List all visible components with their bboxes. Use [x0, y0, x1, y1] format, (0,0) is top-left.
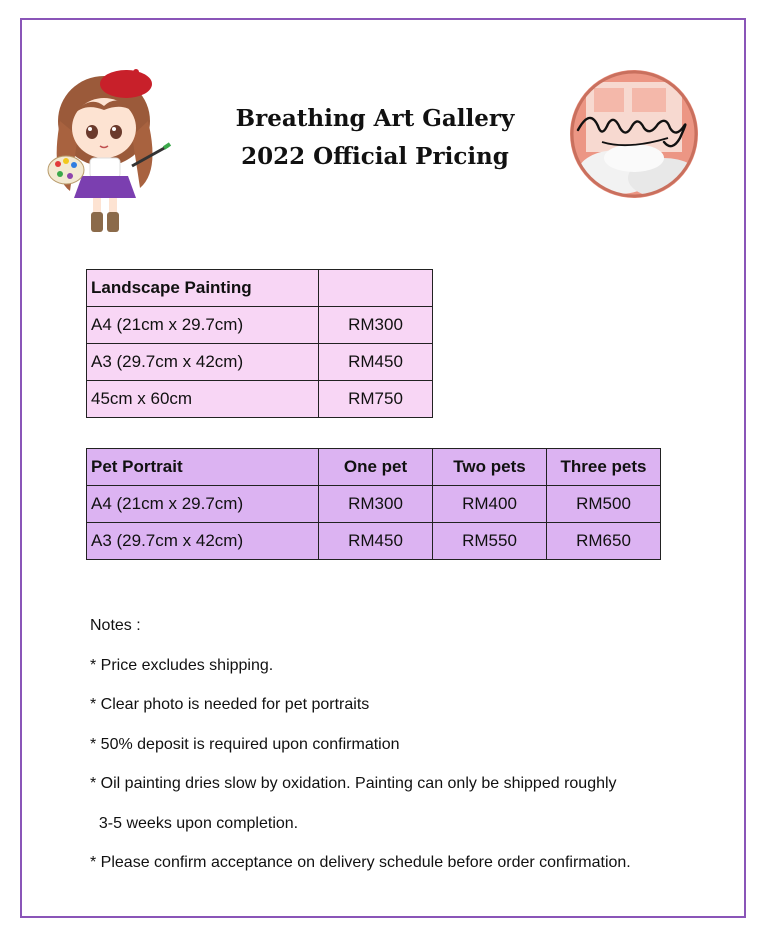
notes-heading: Notes :: [90, 617, 141, 634]
size-cell: 45cm x 60cm: [87, 381, 319, 418]
note-item: * 50% deposit is required upon confirmation: [90, 735, 400, 753]
price-cell: RM300: [319, 307, 433, 344]
table-row: [87, 486, 661, 523]
header-cell: Pet Portrait: [87, 449, 319, 486]
price-cell: RM500: [547, 486, 661, 523]
price-cell: RM750: [319, 381, 433, 418]
note-item: * Oil painting dries slow by oxidation. Painting can only be shipped roughly: [90, 775, 617, 792]
signature-logo-icon: [568, 68, 700, 200]
title-line-1: Breathing Art Gallery: [235, 105, 515, 132]
size-cell: A4 (21cm x 29.7cm): [87, 486, 319, 523]
price-cell: RM550: [433, 523, 547, 560]
header-cell: [319, 270, 433, 307]
table-row: [87, 381, 433, 418]
chibi-artist-girl-icon: [44, 66, 174, 241]
header-cell: Three pets: [547, 449, 661, 486]
note-item: 3-5 weeks upon completion.: [90, 814, 299, 832]
note-item: * Price excludes shipping.: [90, 656, 274, 674]
header-cell: One pet: [319, 449, 433, 486]
table-row: [87, 523, 661, 560]
header-cell: Two pets: [433, 449, 547, 486]
landscape-price-table: [86, 269, 433, 418]
size-cell: A3 (29.7cm x 42cm): [87, 523, 319, 560]
table-header-row: [87, 270, 433, 307]
table-row: [87, 307, 433, 344]
pet-portrait-price-table: [86, 448, 661, 560]
table-row: [87, 344, 433, 381]
table-header-row: [87, 449, 661, 486]
note-item: * Clear photo is needed for pet portraits: [90, 696, 370, 713]
notes-section: [90, 614, 631, 891]
price-cell: RM450: [319, 523, 433, 560]
header-cell: Landscape Painting: [87, 270, 319, 307]
price-cell: RM650: [547, 523, 661, 560]
price-cell: RM400: [433, 486, 547, 523]
price-cell: RM450: [319, 344, 433, 381]
price-cell: RM300: [319, 486, 433, 523]
page-title: [200, 100, 550, 176]
size-cell: A3 (29.7cm x 42cm): [87, 344, 319, 381]
size-cell: A4 (21cm x 29.7cm): [87, 307, 319, 344]
title-line-2: 2022 Official Pricing: [241, 143, 509, 170]
note-item: * Please confirm acceptance on delivery schedule before order confirmation.: [90, 854, 631, 871]
